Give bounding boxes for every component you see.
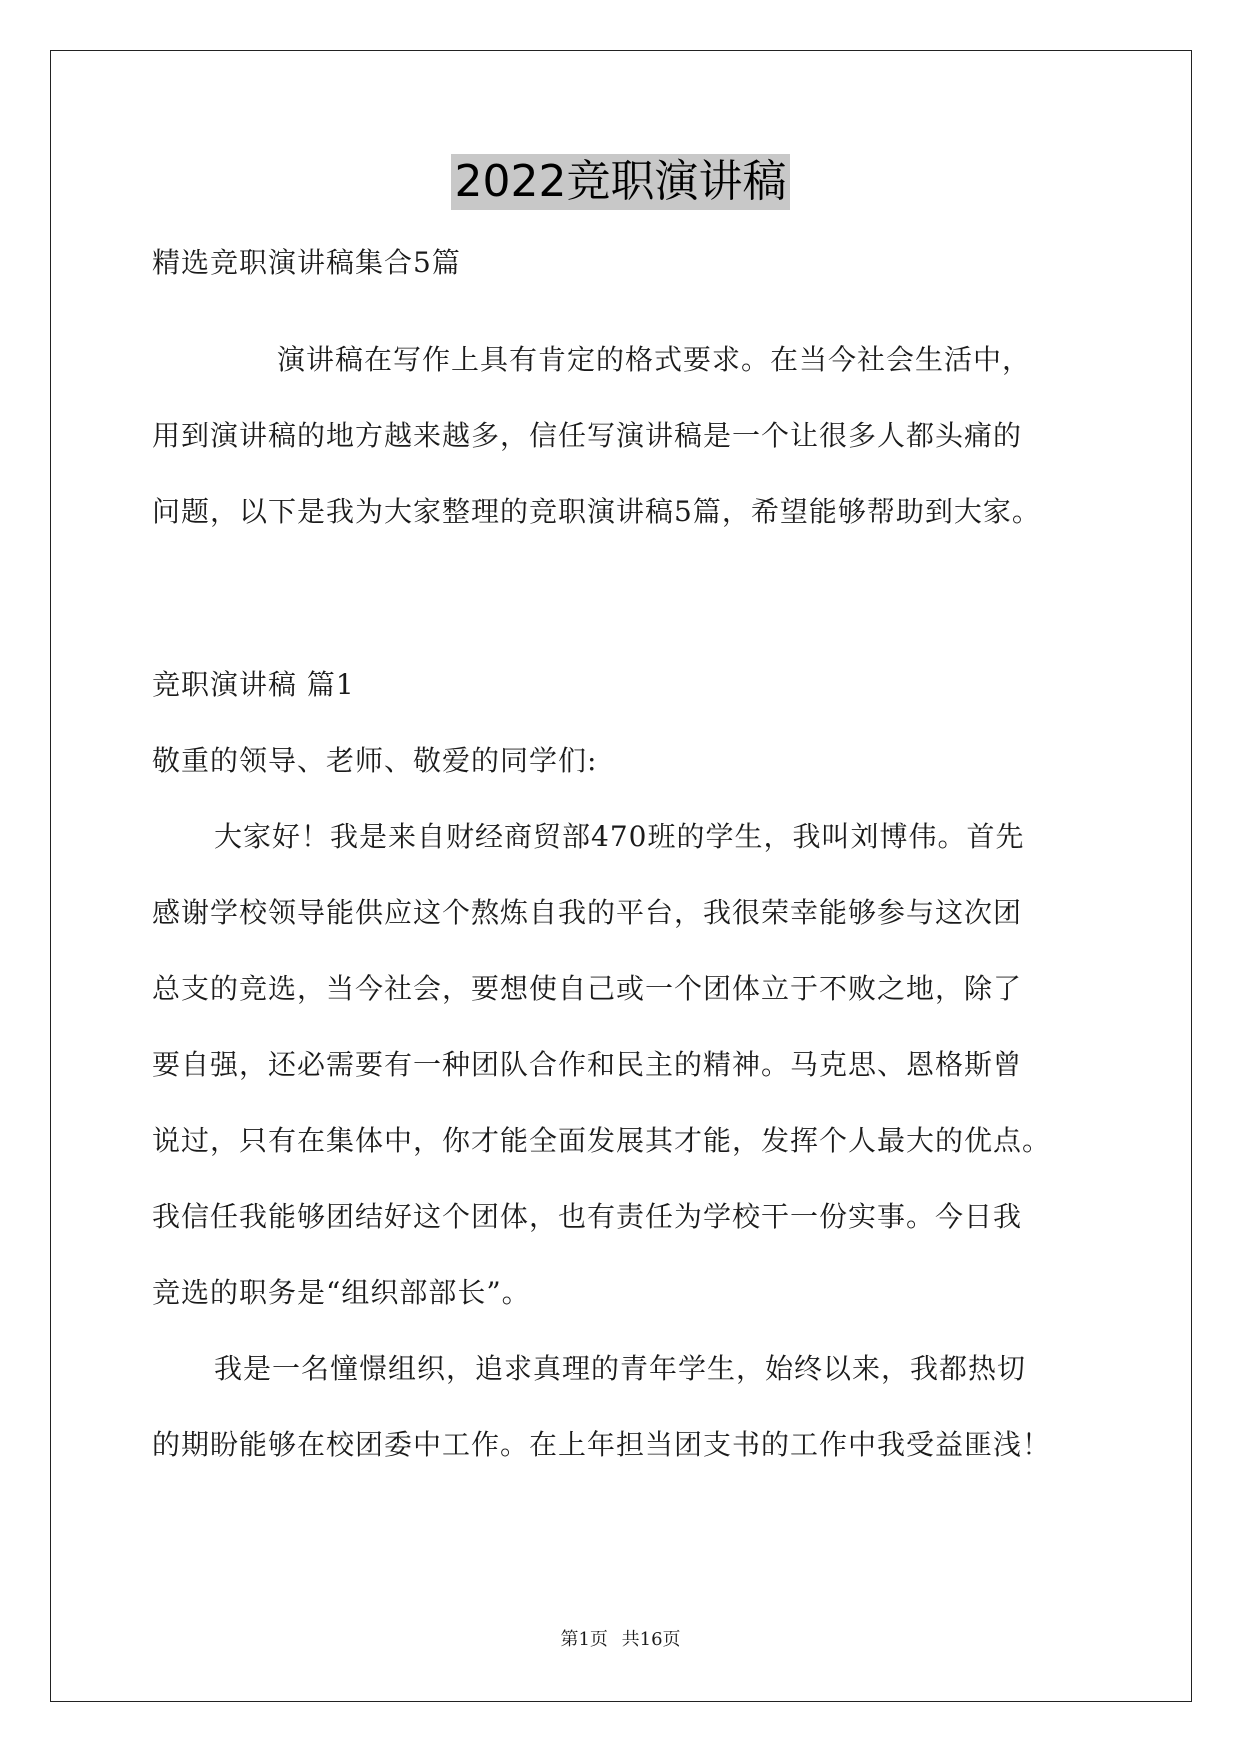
body-paragraph-line: 说过，只有在集体中，你才能全面发展其才能，发挥个人最大的优点。 [152, 1124, 1052, 1157]
body-paragraph-line: 总支的竞选，当今社会，要想使自己或一个团体立于不败之地，除了 [152, 972, 1023, 1005]
body-paragraph-line: 要自强，还必需要有一种团队合作和民主的精神。马克思、恩格斯曾 [152, 1048, 1023, 1081]
section-heading: 竞职演讲稿 篇1 [152, 668, 355, 701]
intro-paragraph-line: 用到演讲稿的地方越来越多，信任写演讲稿是一个让很多人都头痛的 [152, 419, 1023, 452]
intro-paragraph-line: 演讲稿在写作上具有肯定的格式要求。在当今社会生活中， [277, 343, 1032, 376]
salutation: 敬重的领导、老师、敬爱的同学们: [152, 744, 598, 777]
document-subtitle: 精选竞职演讲稿集合5篇 [152, 246, 461, 279]
page-total: 共16页 [621, 1629, 681, 1650]
page-footer [0, 1628, 1241, 1652]
document-title: 2022竞职演讲稿 [451, 154, 791, 210]
intro-paragraph-line: 问题，以下是我为大家整理的竞职演讲稿5篇，希望能够帮助到大家。 [152, 495, 1041, 528]
body-paragraph-line: 竞选的职务是“组织部部长”。 [152, 1276, 531, 1309]
page-number: 第1页 [560, 1629, 608, 1650]
body-paragraph-line: 我信任我能够团结好这个团体，也有责任为学校干一份实事。今日我 [152, 1200, 1023, 1233]
title-container [0, 154, 1241, 210]
body-paragraph-line: 大家好！我是来自财经商贸部470班的学生，我叫刘博伟。首先 [214, 820, 1025, 853]
body-paragraph-line: 感谢学校领导能供应这个熬炼自我的平台，我很荣幸能够参与这次团 [152, 896, 1023, 929]
body-paragraph-line: 我是一名憧憬组织，追求真理的青年学生，始终以来，我都热切 [214, 1352, 1027, 1385]
body-paragraph-line: 的期盼能够在校团委中工作。在上年担当团支书的工作中我受益匪浅！ [152, 1428, 1052, 1461]
